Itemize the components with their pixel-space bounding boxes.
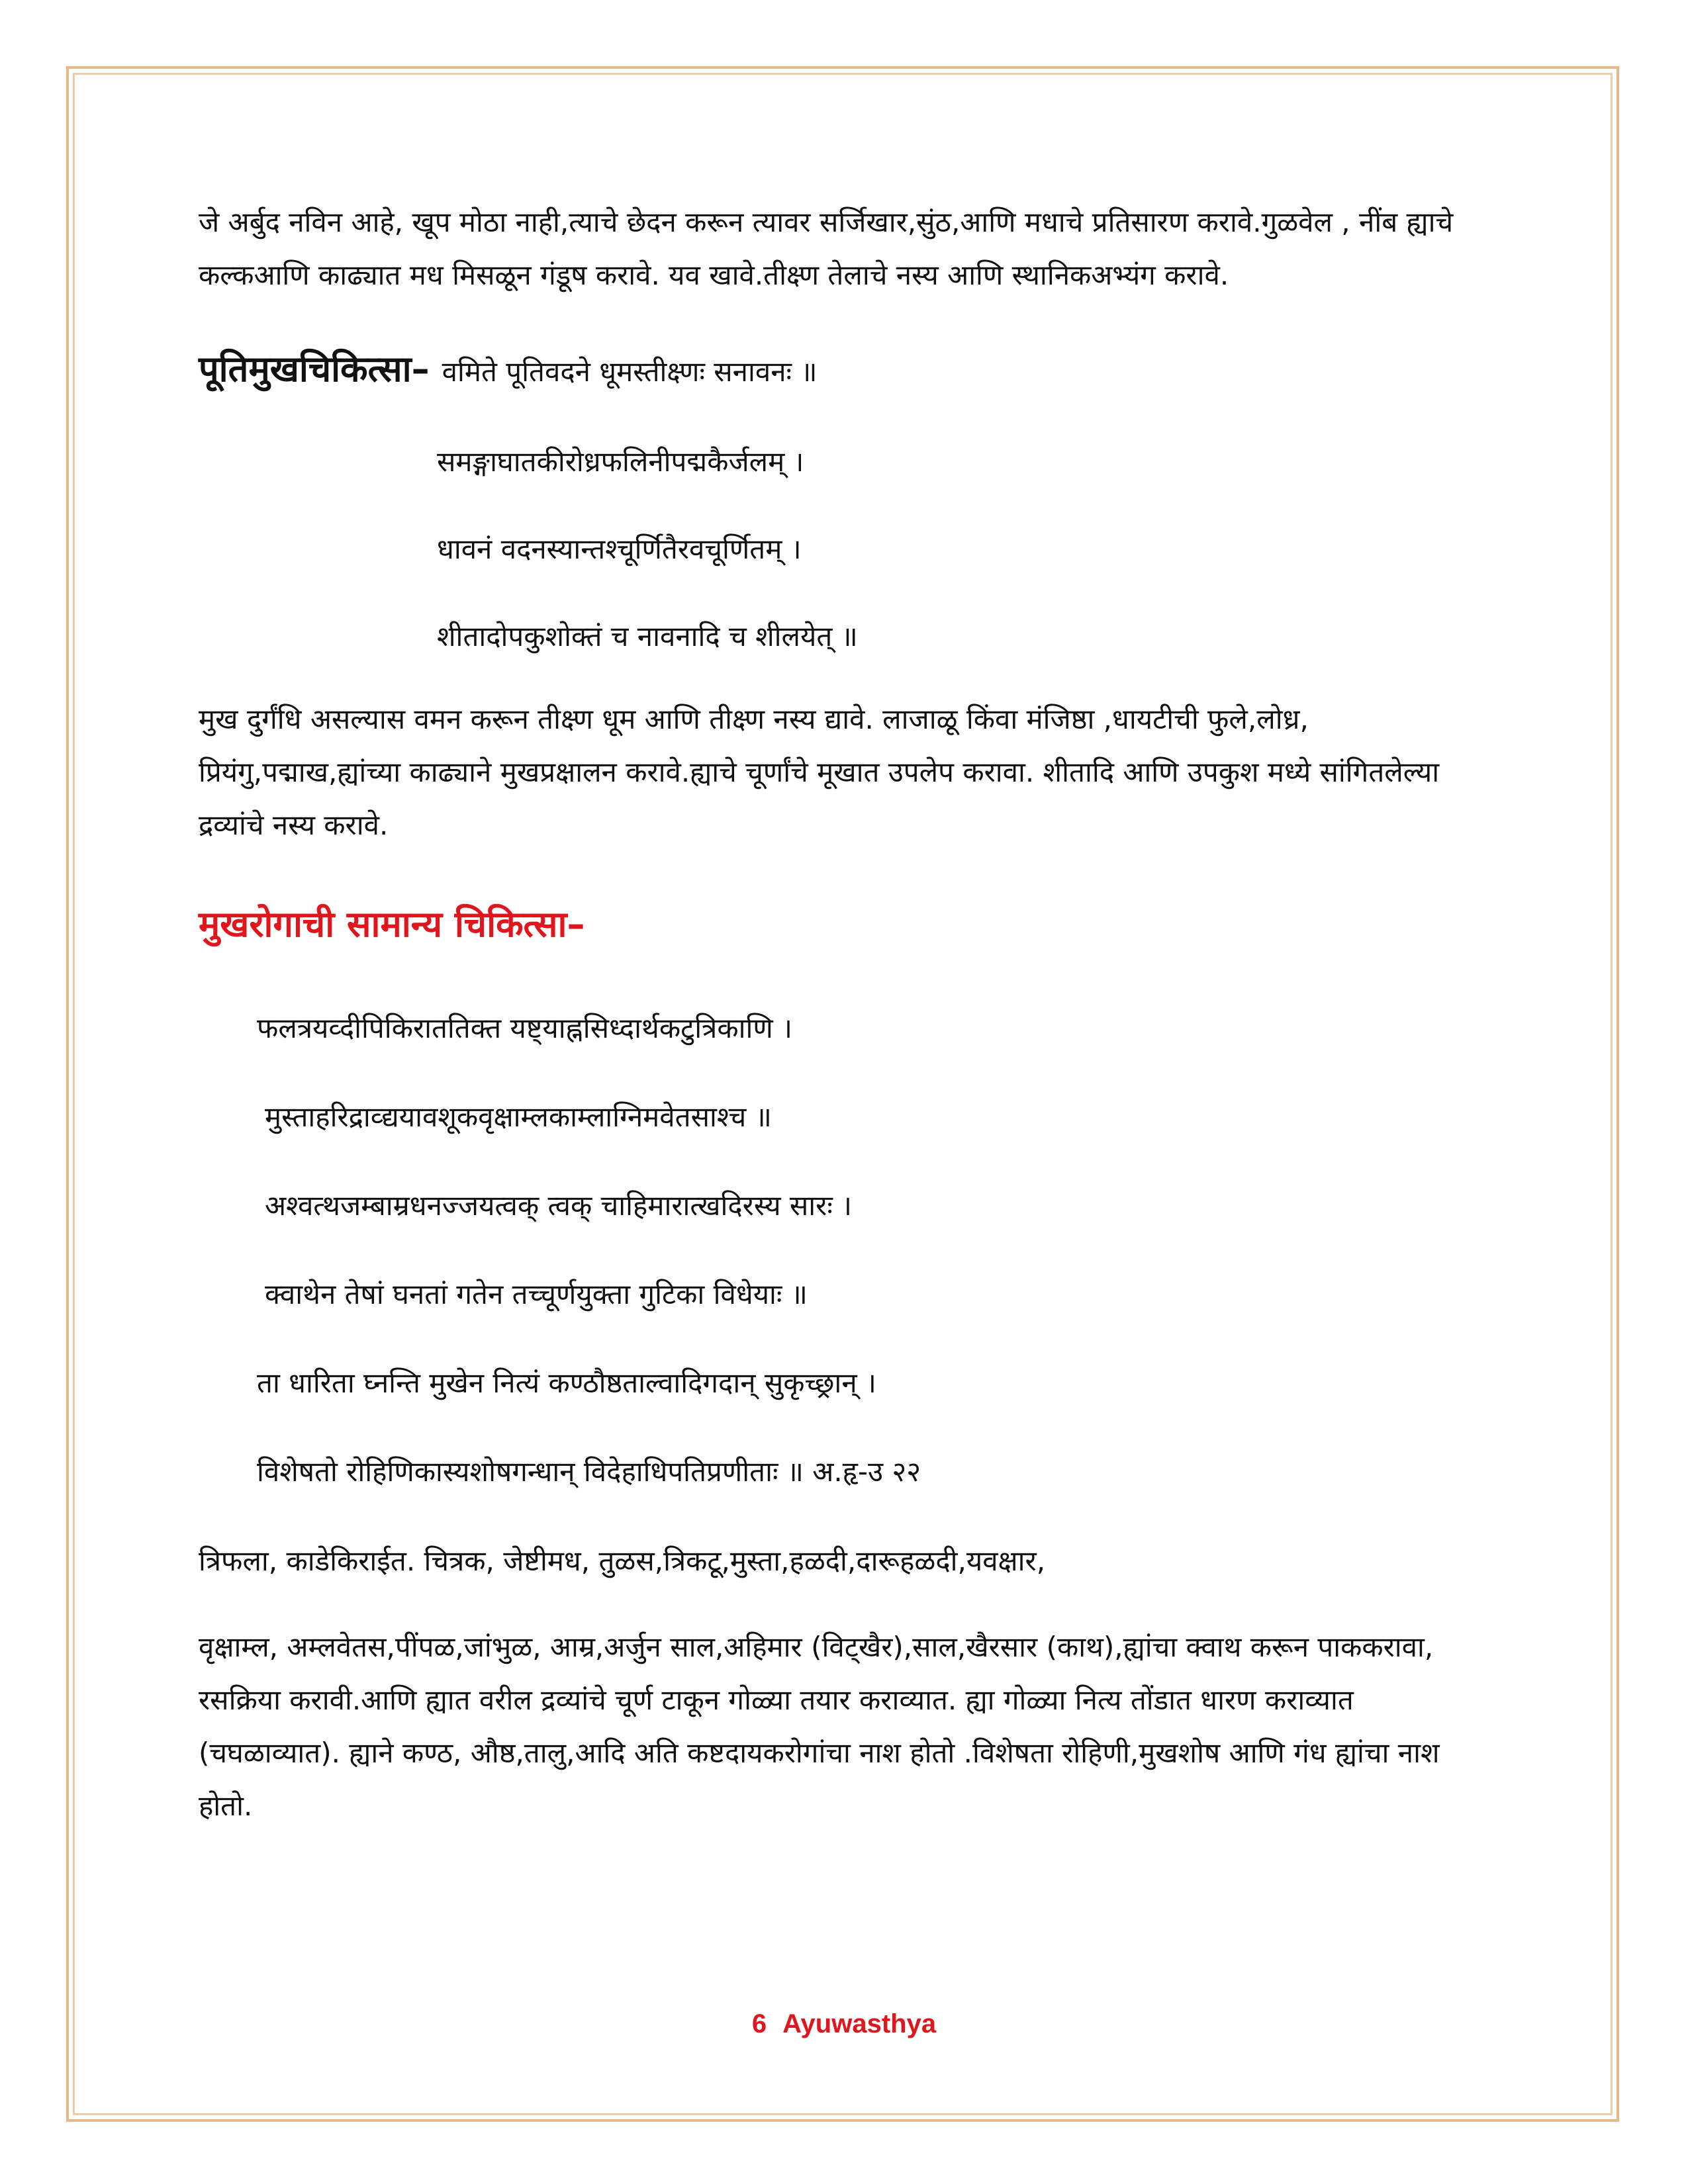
verse-line: ता धारिता घ्नन्ति मुखेन नित्यं कण्ठौष्ठताल्वादिगदान् सुकृच्छ्रान् । xyxy=(257,1367,876,1399)
verse-line: क्वाथेन तेषां घनतां गतेन तच्चूर्णयुक्ता गुटिका विधेयाः ॥ xyxy=(265,1278,808,1310)
verse-block-2 xyxy=(199,1005,1496,1495)
section-heading-putimukha: पूतिमुखचिकित्सा– xyxy=(199,348,430,390)
verse-block-1 xyxy=(199,439,1496,660)
page-content xyxy=(199,196,1496,1833)
section-heading-mukharoga: मुखरोगाची सामान्य चिकित्सा– xyxy=(199,903,585,945)
footer-brand: Ayuwasthya xyxy=(782,2009,937,2038)
verse-line: समङ्गाघातकीरोध्रफलिनीपद्मकैर्जलम् । xyxy=(437,445,804,478)
verse-line: मुस्ताहरिद्राव्द्ययावशूकवृक्षाम्लकाम्लाग्निमवेतसाश्च ॥ xyxy=(265,1101,772,1133)
verse-line: विशेषतो रोहिणिकास्यशोषगन्धान् विदेहाधिपतिप्रणीताः ॥ अ.हृ-उ २२ xyxy=(257,1455,921,1488)
verse-line: शीतादोपकुशोक्तं च नावनादि च शीलयेत् ॥ xyxy=(437,620,858,653)
page-number: 6 xyxy=(751,2009,767,2038)
verse-inline: वमिते पूतिवदने धूमस्तीक्ष्णः सनावनः ॥ xyxy=(442,355,818,388)
section-putimukha-heading-row xyxy=(199,343,1496,404)
putimukha-explanation: मुख दुर्गंधि असल्यास वमन करून तीक्ष्ण धूम आणि तीक्ष्ण नस्य द्यावे. लाजाळू किंवा मंजिष्ठा ,धायटीची फुले,लोध्र, प्रियंगु,पद्माख,ह्यांच्या काढ्याने मुखप्रक्षालन करावे.ह्याचे चूर्णांचे मूखात उपलेप करावा. शीतादि आणि उपकुश मध्ये सांगितलेल्या द्रव्यांचे नस्य करावे. xyxy=(199,703,1440,841)
ingredients-line: त्रिफला, काडेकिराईत. चित्रक, जेष्टीमध, तुळस,त्रिकटू,मुस्ता,हळदी,दारूहळदी,यवक्षार, xyxy=(199,1545,1046,1577)
page-footer xyxy=(0,2009,1688,2039)
verse-line: अश्वत्थजम्बाम्रधनज्जयत्वक् त्वक् चाहिमारात्खदिरस्य सारः । xyxy=(265,1189,853,1222)
verse-line: फलत्रयव्दीपिकिराततिक्त यष्ट्याह्नसिध्दार्थकटुत्रिकाणि । xyxy=(257,1012,792,1044)
mukharoga-explanation: वृक्षाम्ल, अम्लवेतस,पींपळ,जांभुळ, आम्र,अर्जुन साल,अहिमार (विट्खैर),साल,खैरसार (काथ),ह्यांचा क्वाथ करून पाककरावा, रसक्रिया करावी.आणि ह्यात वरील द्रव्यांचे चूर्ण टाकून गोळ्या तयार कराव्यात. ह्या गोळ्या नित्य तोंडात धारण कराव्यात (चघळाव्यात). ह्याने कण्ठ, औष्ठ,तालु,आदि अति कष्टदायकरोगांचा नाश होतो .विशेषता रोहिणी,मुखशोष आणि गंध ह्यांचा नाश होतो. xyxy=(199,1631,1440,1822)
verse-line: धावनं वदनस्यान्तश्चूर्णितैरवचूर्णितम् । xyxy=(437,533,802,565)
intro-paragraph: जे अर्बुद नविन आहे, खूप मोठा नाही,त्याचे छेदन करून त्यावर सर्जिखार,सुंठ,आणि मधाचे प्रतिसारण करावे.गुळवेल , नींब ह्याचे कल्कआणि काढ्यात मध मिसळून गंडूष करावे. यव खावे.तीक्ष्ण तेलाचे नस्य आणि स्थानिकअभ्यंग करावे. xyxy=(199,206,1454,291)
